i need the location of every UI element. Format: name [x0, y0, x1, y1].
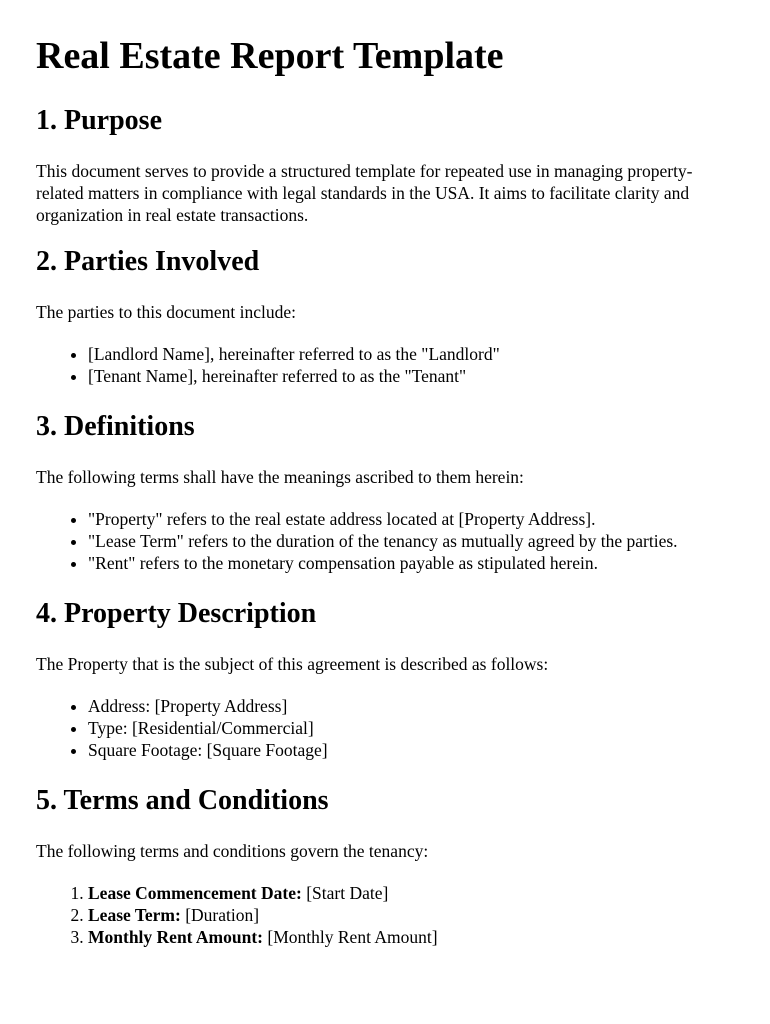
- section-heading: 1. Purpose: [36, 105, 162, 136]
- section-parties: [36, 246, 734, 387]
- list-item: • "Rent" refers to the monetary compensation payable as stipulated herein.: [88, 552, 734, 574]
- term-label: Lease Commencement Date:: [88, 883, 302, 903]
- list-item: [88, 904, 734, 926]
- definitions-list: [36, 508, 734, 574]
- list-item: [88, 882, 734, 904]
- section-heading: 4. Property Description: [36, 598, 317, 629]
- section-heading: 3. Definitions: [36, 411, 195, 442]
- list-item: • [Tenant Name], hereinafter referred to as the "Tenant": [88, 365, 734, 387]
- list-item: • "Lease Term" refers to the duration of the tenancy as mutually agreed by the parties.: [88, 530, 734, 552]
- parties-list: [36, 343, 734, 387]
- section-paragraph: The following terms shall have the meanings ascribed to them herein:: [36, 467, 524, 487]
- list-item: • "Property" refers to the real estate address located at [Property Address].: [88, 508, 734, 530]
- document-title: Real Estate Report Template: [36, 35, 504, 77]
- section-definitions: [36, 411, 734, 574]
- section-heading: 5. Terms and Conditions: [36, 785, 329, 816]
- section-property-description: [36, 598, 734, 761]
- term-value: [Duration]: [180, 905, 260, 925]
- section-heading: 2. Parties Involved: [36, 246, 260, 277]
- list-item: • Address: [Property Address]: [88, 695, 734, 717]
- list-item: • Square Footage: [Square Footage]: [88, 739, 734, 761]
- section-paragraph: This document serves to provide a structured template for repeated use in managing property-related matters in compliance with legal standards in the USA. It aims to facilitate clarity and organization in real estate transactions.: [36, 161, 693, 225]
- section-paragraph: The parties to this document include:: [36, 302, 297, 322]
- term-label: Monthly Rent Amount:: [88, 927, 264, 947]
- list-item: • [Landlord Name], hereinafter referred to as the "Landlord": [88, 343, 734, 365]
- section-paragraph: The following terms and conditions govern the tenancy:: [36, 841, 429, 861]
- terms-list: [36, 882, 734, 948]
- section-purpose: [36, 105, 734, 226]
- term-value: [Monthly Rent Amount]: [263, 927, 438, 947]
- section-terms: [36, 785, 734, 948]
- list-item: • Type: [Residential/Commercial]: [88, 717, 734, 739]
- section-paragraph: The Property that is the subject of this agreement is described as follows:: [36, 654, 549, 674]
- term-value: [Start Date]: [301, 883, 389, 903]
- property-list: [36, 695, 734, 761]
- list-item: [88, 926, 734, 948]
- term-label: Lease Term:: [88, 905, 181, 925]
